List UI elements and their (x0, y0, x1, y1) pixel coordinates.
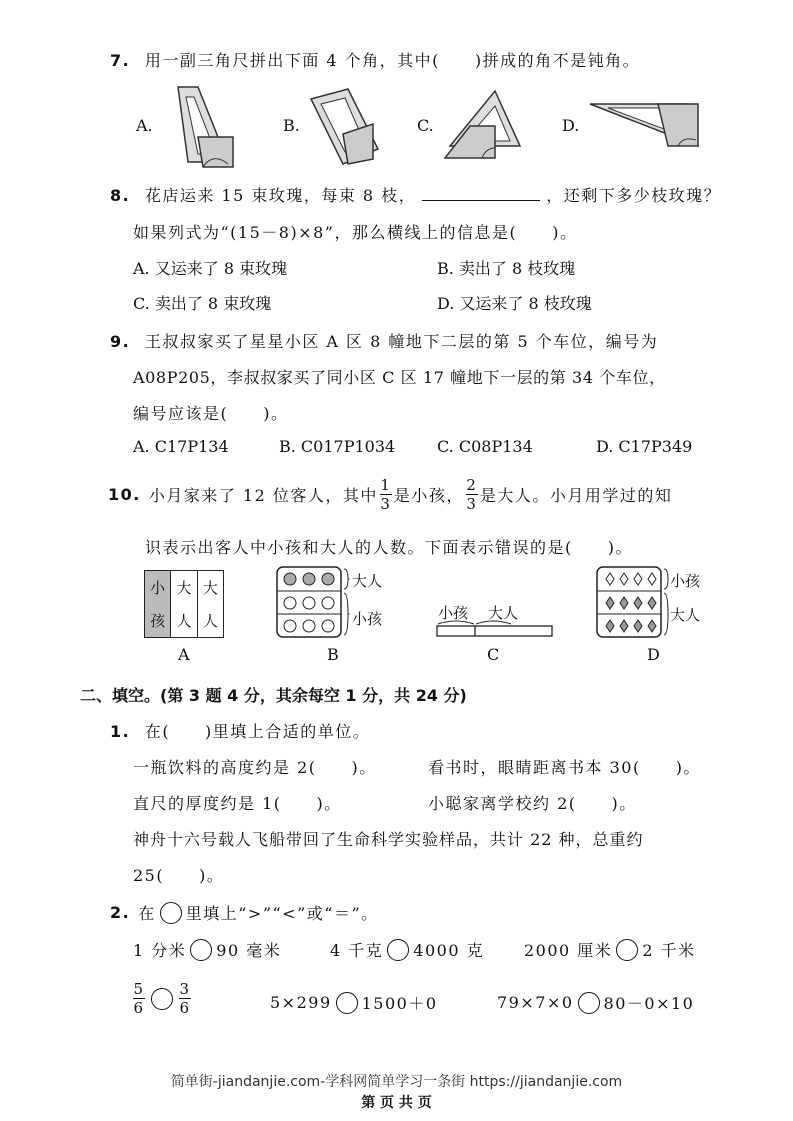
q10-fig-a-c3-top: 大 (202, 579, 218, 597)
f1-row4[interactable]: 25( )。 (133, 866, 225, 885)
compare-circle[interactable] (336, 992, 358, 1014)
q10-caption-a[interactable]: A (178, 645, 190, 664)
f2-r1-b-left: 4 千克 (330, 941, 384, 960)
q10-fig-a-c2-top: 大 (176, 579, 192, 597)
compare-circle[interactable] (387, 939, 409, 961)
q7-figure-b (303, 84, 388, 174)
q10-fig-d-label-adult: 大人 (670, 606, 701, 624)
q8-stem (110, 183, 721, 206)
f2-r1-c-right: 2 千米 (642, 941, 696, 960)
f2-number: 2. (110, 903, 131, 922)
q10-caption-b[interactable]: B (327, 645, 339, 664)
f1-number: 1. (110, 722, 131, 741)
q7-figure-a (158, 82, 238, 172)
f2-frac-left-den: 6 (133, 999, 145, 1017)
f2-text-a: 在 (138, 904, 156, 923)
f2-r1-b-right: 4000 克 (413, 941, 485, 960)
q10-stem (108, 476, 672, 513)
q10-frac2-num: 2 (466, 476, 478, 494)
f2-frac-left (133, 980, 145, 1017)
f2-r1-a-right: 90 毫米 (216, 941, 282, 960)
f2-text-b: 里填上“>”“<”或“＝”。 (185, 904, 379, 923)
f1-row1-a[interactable]: 一瓶饮料的高度约是 2( )。 (133, 758, 377, 777)
f2-frac-right-den: 6 (179, 999, 191, 1017)
section2-title: 二、填空。(第 3 题 4 分，其余每空 1 分，共 24 分) (80, 686, 467, 705)
f1-row2-a[interactable]: 直尺的厚度约是 1( )。 (133, 794, 342, 813)
q8-blank-line[interactable] (422, 186, 540, 201)
circle-icon (160, 902, 182, 924)
f2-r2-c-left: 79×7×0 (497, 993, 574, 1012)
q7-option-b-label: B. (283, 116, 300, 135)
q7-text: 用一副三角尺拼出下面 4 个角，其中( )拼成的角不是钝角。 (144, 51, 641, 70)
q7-figure-d (588, 96, 708, 152)
f2-r2-c-right: 80－0×10 (603, 994, 695, 1013)
q9-option-c[interactable]: C. C08P134 (437, 437, 533, 456)
compare-circle[interactable] (578, 992, 600, 1014)
q10-fig-b-label-adult: 大人 (352, 572, 383, 590)
q9-option-a[interactable]: A. C17P134 (133, 437, 229, 456)
q9-stem (110, 329, 658, 352)
f2-r1-c-left: 2000 厘米 (524, 941, 613, 960)
q8-text-a: 花店运来 15 束玫瑰，每束 8 枝， (144, 186, 417, 205)
q8-number: 8. (110, 186, 131, 205)
q10-fig-a-c3-bot: 人 (202, 612, 218, 630)
f1-row1-b[interactable]: 看书时，眼睛距离书本 30( )。 (428, 758, 701, 777)
f2-stem (110, 901, 379, 924)
q10-number: 10. (108, 485, 141, 504)
q10-frac1-num: 1 (380, 476, 392, 494)
compare-circle[interactable] (151, 988, 173, 1010)
q10-figure-c (436, 618, 554, 640)
q10-fig-c-label-adult: 大人 (488, 604, 519, 622)
q8-option-d[interactable]: D. 又运来了 8 枝玫瑰 (437, 294, 592, 313)
q9-option-d[interactable]: D. C17P349 (596, 437, 693, 456)
q7-figure-c (440, 86, 525, 166)
q10-text-b: 是小孩， (393, 486, 464, 505)
q10-frac1-den: 3 (380, 495, 392, 513)
f2-frac-left-num: 5 (133, 980, 145, 998)
q10-text-c: 是大人。小月用学过的知 (479, 486, 673, 505)
q10-fig-a-col-child (145, 571, 171, 637)
q10-fig-a-col-adult-2 (198, 571, 223, 637)
q8-option-c[interactable]: C. 卖出了 8 束玫瑰 (133, 294, 272, 313)
q9-option-b[interactable]: B. C017P1034 (279, 437, 396, 456)
q10-fraction-two-thirds (466, 476, 478, 513)
f1-row3: 神舟十六号载人飞船带回了生命科学实验样品，共计 22 种，总重约 (133, 830, 644, 849)
q10-caption-c[interactable]: C (487, 645, 500, 664)
q7-number: 7. (110, 51, 131, 70)
f2-row1-c (524, 938, 696, 961)
f2-row1-b (330, 938, 484, 961)
q10-figure-b (276, 566, 350, 640)
f2-row2-c (497, 991, 694, 1014)
q9-number: 9. (110, 332, 131, 351)
q10-line2: 识表示出客人中小孩和大人的人数。下面表示错误的是( )。 (145, 538, 633, 557)
q10-frac2-den: 3 (466, 495, 478, 513)
f2-row2-b (270, 991, 438, 1014)
q10-figure-d (596, 566, 670, 640)
q9-line1: 王叔叔家买了星星小区 A 区 8 幢地下二层的第 5 个车位，编号为 (144, 332, 659, 351)
f1-stem (110, 719, 370, 742)
f2-frac-right-num: 3 (179, 980, 191, 998)
f1-row2-b[interactable]: 小聪家离学校约 2( )。 (428, 794, 637, 813)
q8-text-line2: 如果列式为“(15－8)×8”，那么横线上的信息是( )。 (133, 223, 578, 242)
q7-option-a-label: A. (136, 116, 153, 135)
q10-fig-b-label-child: 小孩 (352, 610, 383, 628)
compare-circle[interactable] (190, 939, 212, 961)
q10-figure-a (144, 570, 224, 638)
f2-r2-b-right: 1500＋0 (361, 994, 438, 1013)
f2-frac-right (179, 980, 191, 1017)
f2-row1-a (133, 938, 281, 961)
f2-r1-a-left: 1 分米 (133, 941, 187, 960)
q10-fig-d-label-child: 小孩 (670, 572, 701, 590)
q10-fraction-one-third (380, 476, 392, 513)
q10-fig-a-c1-top: 小 (150, 579, 166, 597)
q7-option-c-label: C. (417, 116, 434, 135)
footer-source: 简单街-jiandanjie.com-学科网简单学习一条街 https://jiandanjie.com (170, 1074, 623, 1090)
f2-row2-a (131, 980, 193, 1017)
q9-line2: A08P205，李叔叔家买了同小区 C 区 17 幢地下一层的第 34 个车位， (133, 368, 666, 387)
q10-fig-a-c2-bot: 人 (176, 612, 192, 630)
q10-fig-c-label-child: 小孩 (438, 604, 469, 622)
compare-circle[interactable] (616, 939, 638, 961)
q9-line3: 编号应该是( )。 (133, 404, 289, 423)
q10-fig-a-col-adult-1 (171, 571, 197, 637)
q10-caption-d[interactable]: D (647, 645, 660, 664)
f1-text: 在( )里填上合适的单位。 (144, 722, 371, 741)
q10-text-a: 小月家来了 12 位客人，其中 (148, 486, 378, 505)
f2-r2-b-left: 5×299 (270, 993, 332, 1012)
q10-fig-a-c1-bot: 孩 (150, 612, 166, 630)
footer-page-number: 第 页 共 页 (361, 1095, 432, 1111)
q7-option-d-label: D. (562, 116, 580, 135)
q7-stem (110, 48, 640, 71)
q8-text-b: ，还剩下多少枝玫瑰？ (546, 186, 722, 205)
q8-option-a[interactable]: A. 又运来了 8 束玫瑰 (133, 259, 288, 278)
q8-option-b[interactable]: B. 卖出了 8 枝玫瑰 (437, 259, 576, 278)
